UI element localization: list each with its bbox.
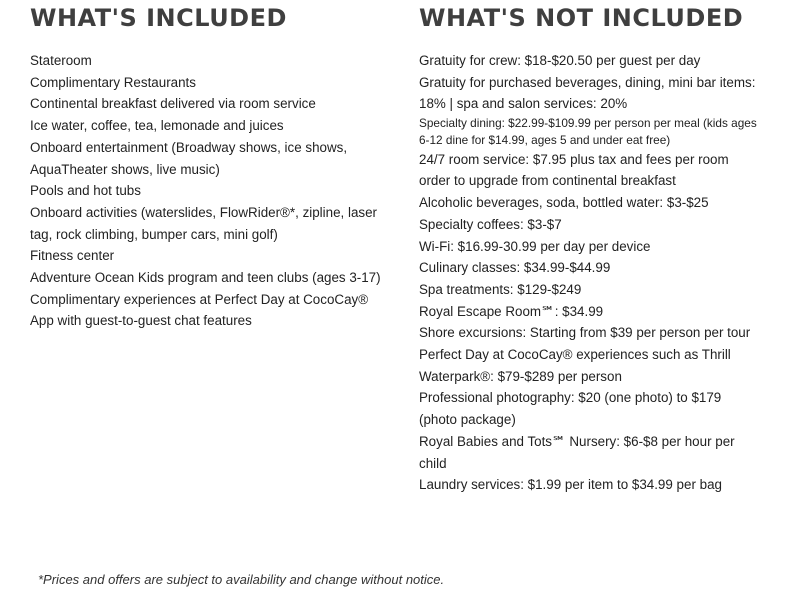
list-item: Specialty coffees: $3-$7 [419,216,562,232]
list-item: Gratuity for purchased beverages, dining, mini bar items: 18% | spa and salon services: 20% [419,74,756,112]
list-item: Royal Babies and Tots℠ Nursery: $6-$8 per hour per child [419,433,735,471]
included-heading: WHAT'S INCLUDED [30,4,287,32]
included-column [30,0,400,332]
list-item: Alcoholic beverages, soda, bottled water: $3-$25 [419,195,709,211]
list-item: Laundry services: $1.99 per item to $34.99 per bag [419,477,722,493]
list-item: Complimentary experiences at Perfect Day at CocoCay® [30,291,369,307]
list-item: Gratuity for crew: $18-$20.50 per guest per day [419,53,701,68]
list-item: Wi-Fi: $16.99-30.99 per day per device [419,238,651,254]
list-item: Royal Escape Room℠: $34.99 [419,303,604,319]
list-item: Culinary classes: $34.99-$44.99 [419,260,611,276]
list-item: Adventure Ocean Kids program and teen clubs (ages 3-17) [30,270,381,286]
not-included-list [419,48,759,496]
list-item: App with guest-to-guest chat features [30,313,252,329]
list-item: Shore excursions: Starting from $39 per person per tour [419,325,751,341]
list-item: Ice water, coffee, tea, lemonade and juices [30,118,284,134]
list-item: Fitness center [30,248,115,264]
not-included-column [419,0,759,496]
included-list [30,48,400,332]
list-item: Continental breakfast delivered via room service [30,96,316,112]
list-item: Pools and hot tubs [30,183,141,199]
list-item: Professional photography: $20 (one photo) to $179 (photo package) [419,390,722,428]
not-included-heading: WHAT'S NOT INCLUDED [419,4,744,32]
list-item: Spa treatments: $129-$249 [419,281,582,297]
list-item: Stateroom [30,53,92,68]
list-item: Complimentary Restaurants [30,74,196,90]
list-item: 24/7 room service: $7.95 plus tax and fees per room order to upgrade from continental breakfast [419,151,729,189]
list-item: Onboard activities (waterslides, FlowRider®*, zipline, laser tag, rock climbing, bumper cars, mini golf) [30,204,377,242]
disclaimer-footnote: *Prices and offers are subject to availability and change without notice. [38,572,445,587]
list-item: Perfect Day at CocoCay® experiences such as Thrill Waterpark®: $79-$289 per person [419,347,731,384]
list-item: Onboard entertainment (Broadway shows, ice shows, AquaTheater shows, live music) [30,139,348,177]
list-item: Specialty dining: $22.99-$109.99 per person per meal (kids ages 6-12 dine for $14.99, ages 5 and under eat free) [419,116,757,147]
